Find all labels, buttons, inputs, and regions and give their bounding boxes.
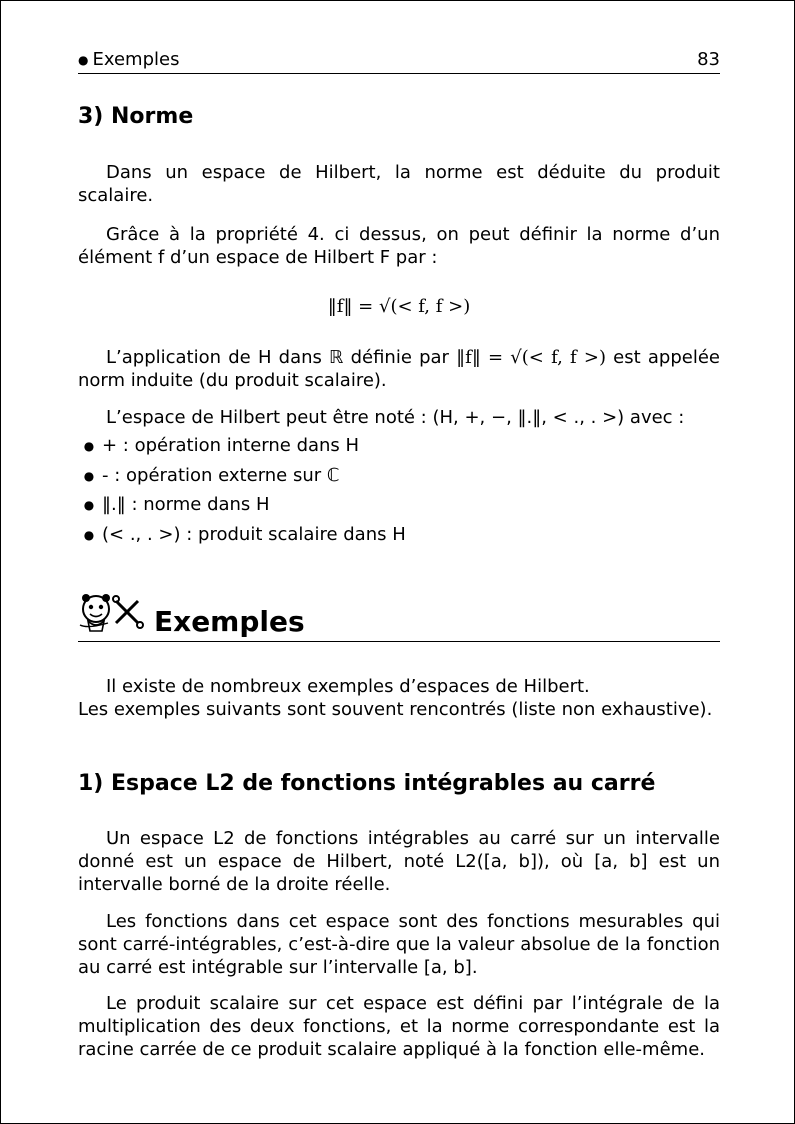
norme-paragraph-2 [78, 223, 720, 269]
list-item [78, 431, 720, 461]
norm-formula: ‖f‖ = √(< f, f >) [327, 296, 471, 317]
page-number: 83 [697, 49, 720, 70]
paragraph-text: Le produit scalaire sur cet espace est défini par l’intégrale de la multiplication des deux fonctions, et la norme correspondante est la racine carrée de ce produit scalaire appliqué à la fonction elle-même. [78, 993, 720, 1060]
paragraph-text-end: est appelée norm induite (du produit scalaire). [78, 347, 720, 391]
bullet-icon: ● [83, 439, 95, 453]
list-item [78, 461, 720, 491]
paragraph-text [78, 346, 720, 392]
paragraph-text: Les fonctions dans cet espace sont des fonctions mesurables qui sont carré-intégrables, c’est-à-dire que la valeur absolue de la fonction au carré est intégrable sur l’intervalle [a, b]. [78, 911, 720, 978]
norme-paragraph-3 [78, 346, 720, 392]
paragraph-text: Un espace L2 de fonctions intégrables au carré sur un intervalle donné est un espace de Hilbert, noté L2([a, b]), où [a, b] est un intervalle borné de la droite réelle. [78, 828, 720, 895]
bullet-icon: ● [83, 498, 95, 512]
inline-formula: ‖f‖ = √(< f, f >) [456, 347, 606, 368]
l2-heading: 1) Espace L2 de fonctions intégrables au carré [78, 771, 656, 796]
list-item [78, 520, 720, 550]
running-header [78, 49, 720, 74]
exemples-intro [78, 675, 720, 721]
paragraph-text: Grâce à la propriété 4. ci dessus, on peut définir la norme d’un élément f d’un espace de Hilbert F par : [78, 224, 720, 268]
list-item-text: - : opération externe sur ℂ [102, 464, 340, 486]
bullet-icon: ● [78, 53, 89, 67]
mascot-tools-icon [78, 591, 146, 635]
bullet-icon: ● [83, 468, 95, 483]
list-item-text: (< ., . >) : produit scalaire dans H [102, 523, 406, 545]
list-item-text: ‖.‖ : norme dans H [102, 494, 270, 515]
intro-line-2: Les exemples suivants sont souvent rencontrés (liste non exhaustive). [78, 699, 713, 720]
list-item-text: + : opération interne dans H [102, 435, 360, 456]
norme-paragraph-1 [78, 161, 720, 207]
paragraph-text: Dans un espace de Hilbert, la norme est déduite du produit scalaire. [78, 162, 720, 206]
l2-paragraph-2 [78, 910, 720, 979]
operations-list [78, 431, 720, 549]
norme-paragraph-4 [78, 406, 720, 429]
l2-paragraph-3 [78, 992, 720, 1061]
paragraph-text: L’espace de Hilbert peut être noté : (H, +, −, ‖.‖, < ., . >) avec : [106, 407, 685, 428]
header-section [78, 49, 179, 70]
header-section-label: Exemples [92, 49, 180, 70]
intro-line-1: Il existe de nombreux exemples d’espaces de Hilbert. [106, 676, 590, 697]
norme-heading: 3) Norme [78, 104, 194, 129]
paragraph-text-start: L’application de H dans ℝ définie par [106, 347, 457, 368]
l2-paragraph-1 [78, 827, 720, 896]
section-heading-text: Exemples [154, 605, 305, 638]
bullet-icon: ● [83, 527, 95, 542]
section-heading-exemples [78, 591, 720, 642]
list-item [78, 490, 720, 520]
